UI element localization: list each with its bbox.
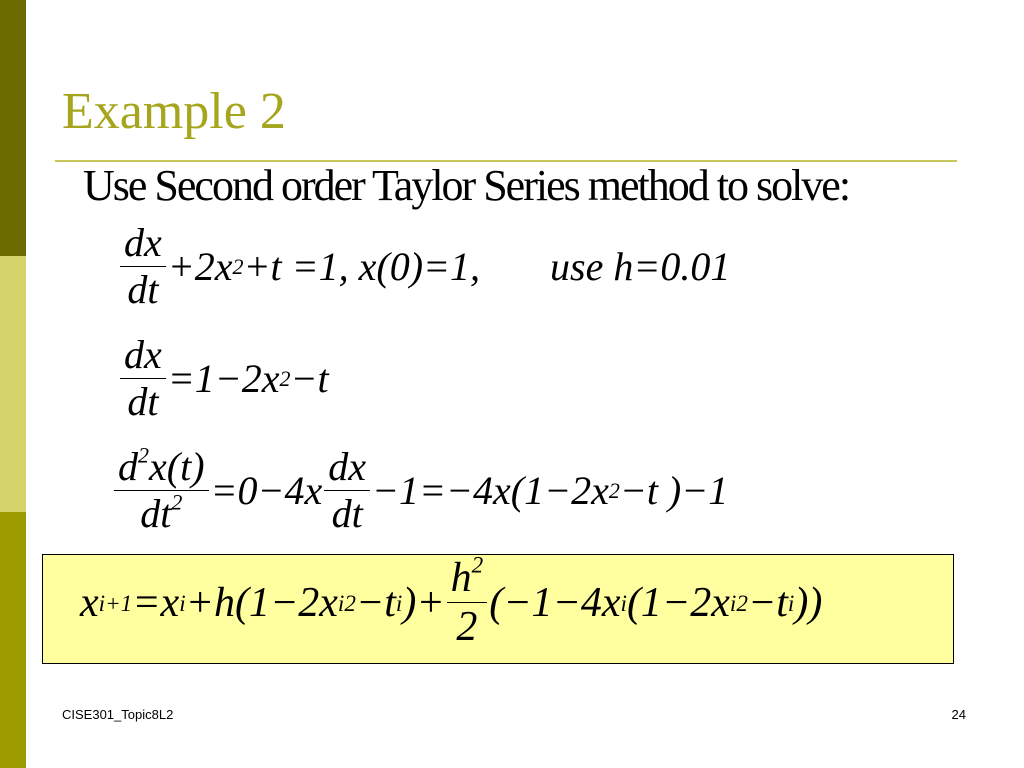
- equation-term: −1=−4x(1−2x: [372, 468, 609, 513]
- formula-term: −t: [355, 579, 396, 626]
- fraction-denominator: dt: [127, 379, 159, 424]
- second-derivative-fraction: [114, 442, 209, 536]
- numerator-h: h: [450, 555, 472, 601]
- exponent: 2: [171, 489, 183, 515]
- fraction-denominator: dt: [127, 267, 159, 312]
- fraction-denominator: 2: [456, 604, 478, 651]
- fraction-numerator: dx: [120, 334, 166, 379]
- fraction-numerator: dx: [120, 222, 166, 267]
- page-number: 24: [951, 707, 966, 722]
- sidebar-band-middle: [0, 256, 26, 512]
- equation-first-derivative: $\frac{dx}{dt}$ =1−2x 2 −t: [118, 334, 329, 423]
- h-squared-over-2-fraction: [447, 551, 488, 651]
- fraction-numerator: dx: [324, 446, 370, 491]
- formula-term: −t: [747, 579, 788, 626]
- equation-term: +t =1, x(0)=1,: [243, 244, 480, 289]
- sidebar-band-bottom: [0, 512, 26, 768]
- fraction-denominator: dt: [331, 491, 363, 536]
- derivative-fraction: [120, 334, 166, 423]
- equation-term: +2x: [167, 244, 233, 289]
- instruction-text: Use Second order Taylor Series method to solve:: [83, 161, 850, 210]
- derivative-fraction: [324, 446, 370, 535]
- equation-term: =0−4x: [210, 468, 323, 513]
- step-size-label: use h=0.01: [550, 244, 731, 289]
- formula-term: (−1−4x: [489, 579, 621, 626]
- fraction-numerator: [114, 442, 209, 491]
- exponent: 2: [138, 442, 149, 468]
- sidebar-band-top: [0, 0, 26, 256]
- fraction-denominator: [136, 491, 186, 535]
- formula-term: )): [794, 579, 823, 626]
- derivative-fraction: [120, 222, 166, 311]
- formula-term: )+: [402, 579, 445, 626]
- formula-term: x: [80, 579, 99, 626]
- taylor-update-formula: x i+1 =x i +h(1−2x i 2 −t i )+ $\frac{h^2}{2}$ (−1−4x i (1−2x i 2 −t i )): [80, 551, 823, 651]
- formula-term: (1−2x: [626, 579, 730, 626]
- equation-term: =1−2x: [167, 356, 280, 401]
- sidebar-decoration: [0, 0, 26, 768]
- denominator-dt: dt: [140, 491, 172, 536]
- slide-title: Example 2: [62, 83, 286, 140]
- formula-term: =x: [132, 579, 180, 626]
- equation-second-derivative: $\frac{d^2x(t)}{dt^2}$ =0−4x $\frac{dx}{dt}$ −1=−4x(1−2x 2 −t )−1: [112, 446, 728, 535]
- numerator-d: d: [118, 444, 138, 489]
- equation-term: −t: [290, 356, 329, 401]
- numerator-xt: x(t): [149, 444, 205, 489]
- equation-ode: $\frac{dx}{dt}$ +2x 2 +t =1, x(0)=1, use h=0.01: [118, 222, 730, 311]
- exponent: 2: [471, 551, 484, 578]
- formula-term: +h(1−2x: [185, 579, 338, 626]
- footer-course-label: CISE301_Topic8L2: [62, 707, 174, 722]
- equation-term: −t )−1: [619, 468, 729, 513]
- fraction-numerator: [447, 551, 488, 603]
